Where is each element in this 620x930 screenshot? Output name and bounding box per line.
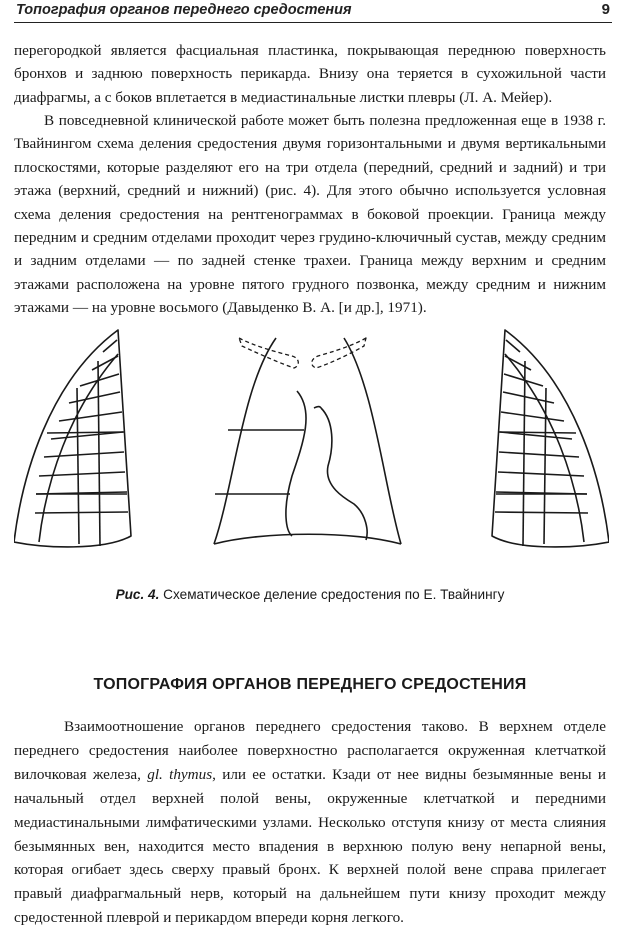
caption-text: Схематическое деление средостения по Е. Твайнингу (159, 587, 505, 602)
left-chest-outline (14, 330, 131, 547)
running-title: Топография органов переднего средостения (16, 2, 352, 18)
p3-text-start: Взаимоотношение органов переднего средостения таково. В верхнем отделе переднего средостения наиболее поверхностно располагается окруженная клетчаткой вилочковая железа, (14, 718, 606, 783)
latin-term-thymus: gl. thymus (147, 765, 213, 783)
figure-4 (14, 326, 609, 554)
figure-caption (0, 587, 620, 602)
paragraph-anterior-mediastinum (14, 715, 606, 930)
right-chest-outline (492, 330, 609, 547)
section-heading: ТОПОГРАФИЯ ОРГАНОВ ПЕРЕДНЕГО СРЕДОСТЕНИЯ (93, 676, 527, 693)
paragraph-continuation: перегородкой является фасциальная пластинка, покрывающая переднюю поверхность бронхов и заднюю поверхность перикарда. Внизу она теряется в сухожильной части диафрагмы, а с боков вплетается в медиастинальные листки плевры (Л. А. Мейер). (14, 42, 606, 106)
page-number: 9 (601, 1, 610, 18)
paragraph-twining-scheme: В повседневной клинической работе может быть полезна предложенная еще в 1938 г. Твайнингом схема деления средостения двумя горизонтальными и двумя вертикальными плоскостями, которые разделяют его на три отдела (передний, средний и задний) и три этажа (верхний, средний и нижний) (рис. 4). Для этого обычно используется условная схема деления средостения на рентгенограммах в боковой проекции. Граница между передним и средним отделами проходит через грудино-ключичный сустав, между средним и задним отделами — по задней стенке трахеи. Граница между верхним и средним этажами расположена на уровне пятого грудного позвонка, между средним и нижним этажами — на уровне восьмого (Давыденко В. А. [и др.], 1971). (14, 112, 606, 317)
caption-label: Рис. 4. (115, 587, 160, 602)
p3-text-end: , или ее остатки. Кзади от нее видны безымянные вены и начальный отдел верхней полой вены, окруженные клетчаткой и передними медиастинальными лимфатическими узлами. Несколько отступя книзу от места слияния безымянных вен, находится место впадения в верхнюю полую вену непарной вены, которая огибает здесь сверху правый бронх. К верхней полой вене справа прилегает правый диафрагмальный нерв, который на дальнейшем пути книзу проходит между средостенной плеврой и перикардом впереди корня легкого. (14, 765, 606, 927)
central-mediastinum-outline (214, 338, 401, 544)
running-header (14, 0, 612, 23)
twining-diagram (14, 326, 609, 554)
